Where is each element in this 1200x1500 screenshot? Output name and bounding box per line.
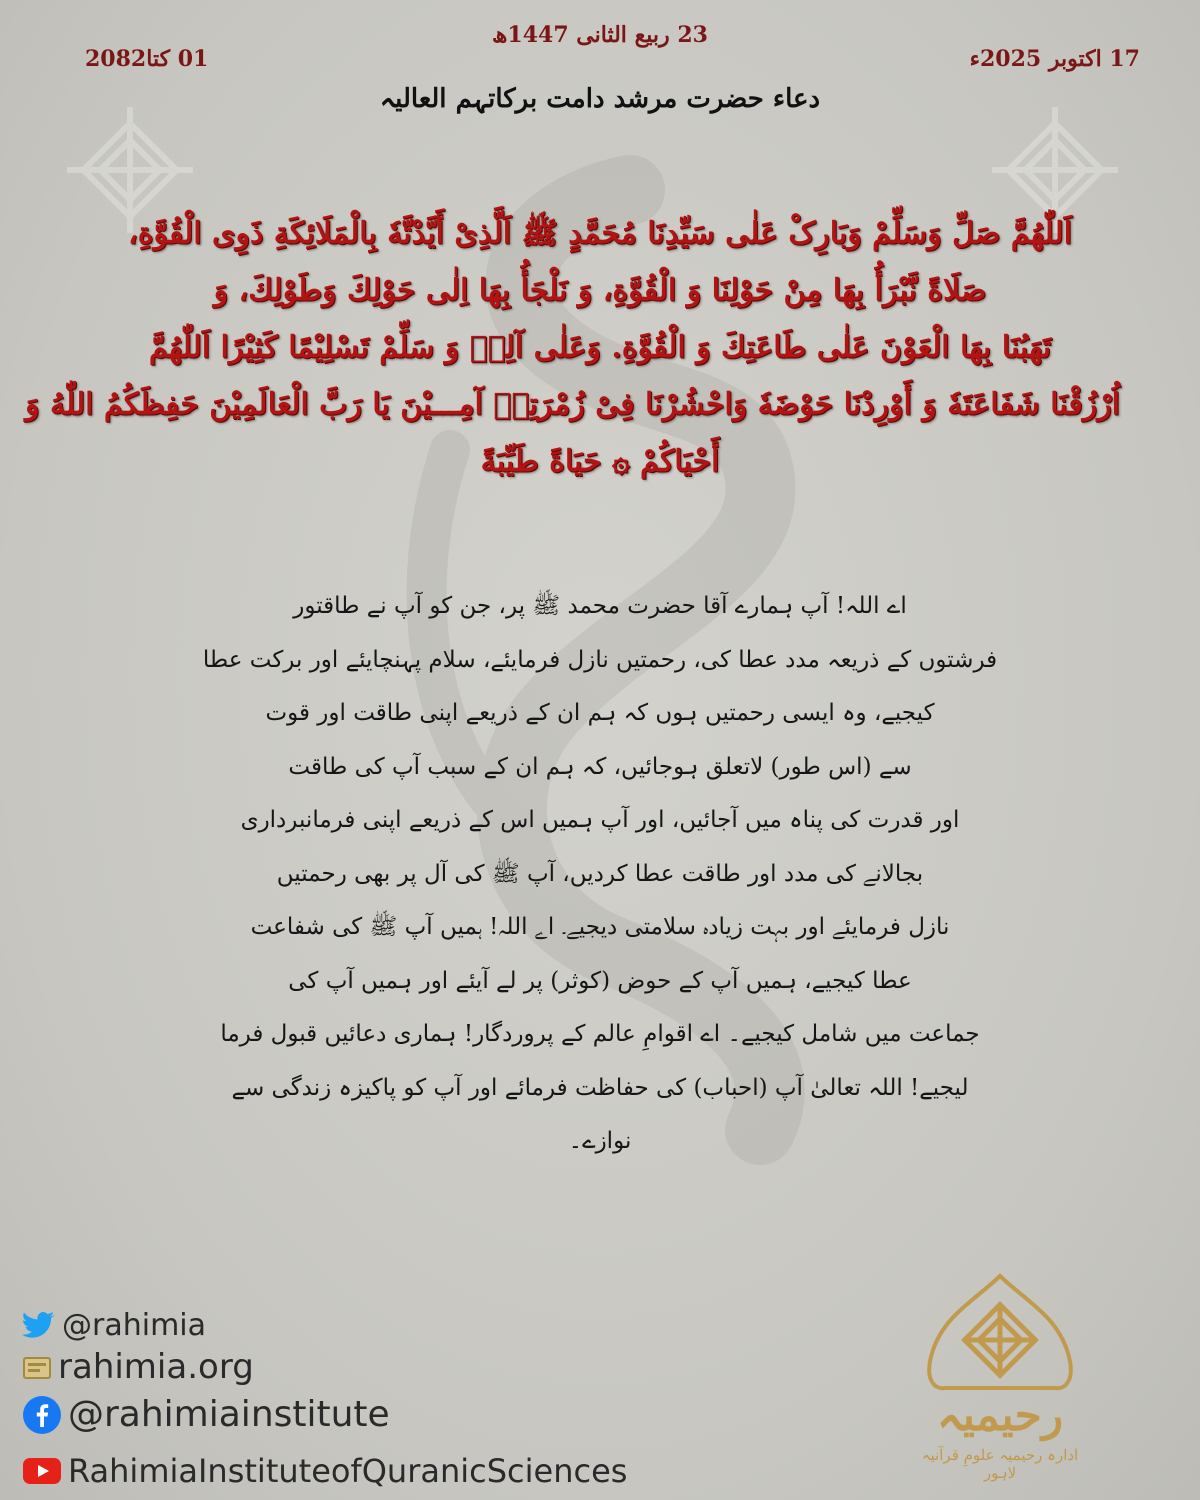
web-icon <box>22 1352 52 1382</box>
arabic-line: صَلَاةً نَّبْرَأُ بِهَا مِنْ حَوْلِنَا وَ الْقُوَّةِ، وَ نَلْجَأُ بِهَا اِلٰی حَوْلِكَ وَطَوْلِكَ، وَ <box>213 273 987 308</box>
logo-subtitle: ادارہ رحیمیہ علومِ قرآنیہ لاہور <box>921 1446 1079 1482</box>
youtube-icon <box>22 1456 62 1486</box>
urdu-line: نوازے۔ <box>568 1128 632 1154</box>
urdu-translation <box>175 580 1025 1169</box>
youtube-link[interactable] <box>22 1452 722 1490</box>
youtube-channel: RahimiaInstituteofQuranicSciences <box>68 1452 628 1490</box>
logo-name: رحیمیہ <box>936 1390 1064 1441</box>
arabic-line: اَللّٰھُمَّ صَلِّ وَسَلِّمْ وَبَارِکْ عَلٰی سَیِّدِنَا مُحَمَّدٍ ﷺ اَلَّذِیْ أَیَّدْتَّهٗ بِالْمَلَائِكَةِ ذَوِی الْقُوَّةِ، <box>128 216 1072 251</box>
urdu-line: بجالانے کی مدد اور طاقت عطا کردیں، آپ ﷺ کی آل پر بھی رحمتیں <box>276 860 924 887</box>
urdu-line: عطا کیجیے، ہمیں آپ کے حوض (کوثر) پر لے آیئے اور ہمیں آپ کی <box>288 967 912 994</box>
website-url: rahimia.org <box>58 1347 254 1387</box>
arabic-line: تَهَبُنَا بِهَا الْعَوْنَ عَلٰی طَاعَتِكَ وَ الْقُوَّةِ. وَعَلٰی آلِهٖ وَ سَلِّمْ تَسْلِیْمًا کَثِیْرًا اَللّٰهُمَّ <box>148 330 1052 365</box>
urdu-line: فرشتوں کے ذریعہ مدد عطا کی، رحمتیں نازل فرمایئے، سلام پہنچایئے اور برکت عطا <box>202 646 998 673</box>
urdu-line: اور قدرت کی پناہ میں آجائیں، اور آپ ہمیں اس کے ذریعے اپنی فرمانبرداری <box>240 807 960 833</box>
hijri-date: 23 ربیع الثانی 1447ھ <box>492 22 708 48</box>
twitter-handle: @rahimia <box>62 1308 207 1343</box>
twitter-icon <box>22 1311 56 1341</box>
arabic-dua <box>25 205 1120 490</box>
facebook-handle: @rahimiainstitute <box>68 1394 390 1435</box>
website-link[interactable] <box>22 1347 722 1387</box>
urdu-line: نازل فرمایئے اور بہت زیادہ سلامتی دیجیے۔ اے اللہ! ہمیں آپ ﷺ کی شفاعت <box>250 914 950 940</box>
facebook-icon <box>22 1395 62 1435</box>
urdu-line: کیجیے، وہ ایسی رحمتیں ہوں کہ ہم ان کے ذریعے اپنی طاقت اور قوت <box>265 700 935 726</box>
urdu-line: سے (اس طور) لاتعلق ہوجائیں، کہ ہم ان کے سبب آپ کی طاقت <box>288 753 912 780</box>
page-title: دعاء حضرت مرشد دامت برکاتہم العالیہ <box>379 84 821 114</box>
serial-number: 01 کتا2082 <box>85 46 209 72</box>
arabic-line: أَحْیَاکُمْ ۞ حَیَاةً طَیِّبَةً <box>480 444 720 479</box>
urdu-line: اے اللہ! آپ ہمارے آقا حضرت محمد ﷺ پر، جن کو آپ نے طاقتور <box>293 593 907 619</box>
facebook-link[interactable] <box>22 1394 722 1435</box>
urdu-line: جماعت میں شامل کیجیے۔ اے اقوامِ عالم کے پروردگار! ہماری دعائیں قبول فرما <box>220 1021 980 1047</box>
gregorian-date: 17 اکتوبر 2025ء <box>969 46 1140 72</box>
urdu-line: لیجیے! اللہ تعالیٰ آپ (احباب) کی حفاظت فرمائے اور آپ کو پاکیزہ زندگی سے <box>231 1074 969 1101</box>
arabic-line: اُرْزُقْنَا شَفَاعَتَهٗ وَ أَوْرِدْنَا حَوْضَهٗ وَاحْشُرْنَا فِیْ زُمْرَتِهٖ آمِـــیْنَ یَا رَبَّ الْعَالَمِیْنَ حَفِظَکُمُ اللّٰهُ وَ <box>25 387 1120 422</box>
twitter-link[interactable] <box>22 1308 722 1343</box>
